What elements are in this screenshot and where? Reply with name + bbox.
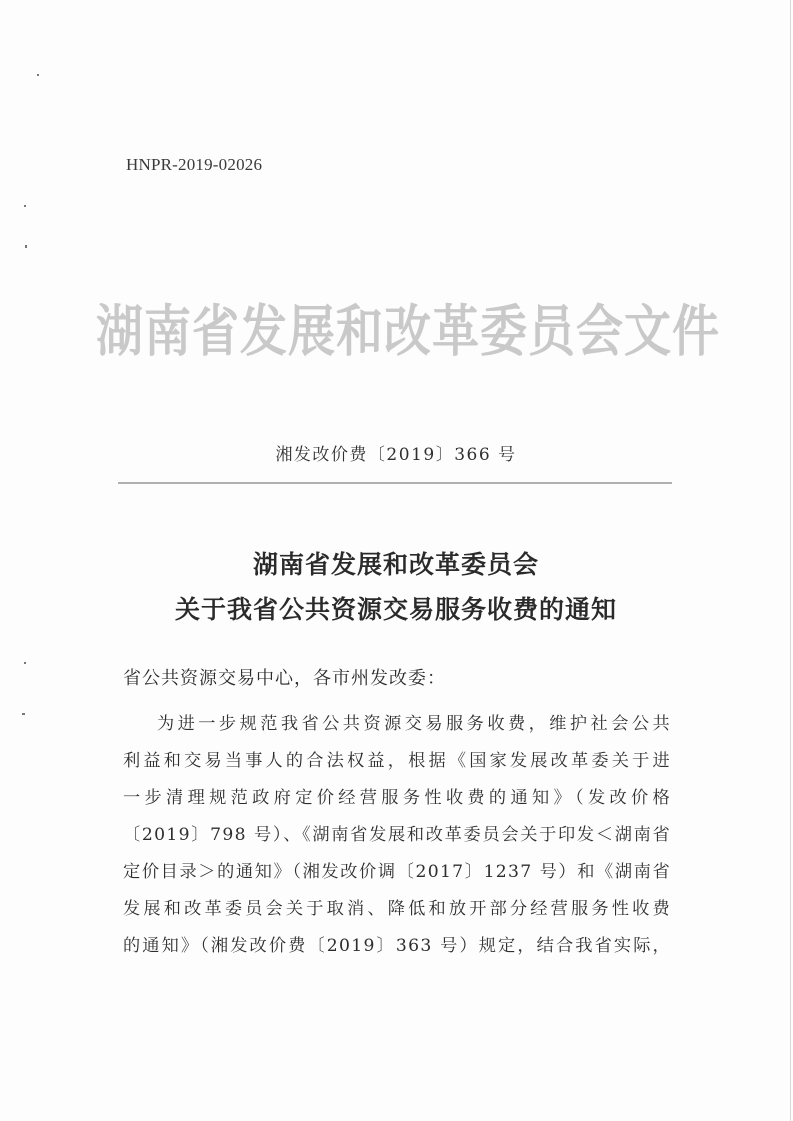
body-text — [123, 706, 671, 965]
body-line: 〔2019〕798 号）、《湖南省发展和改革委员会关于印发＜湖南省 — [123, 825, 671, 845]
scan-speck — [37, 74, 39, 76]
body-line: 发展和改革委员会关于取消、降低和放开部分经营服务性收费 — [123, 899, 671, 919]
body-line: 一步清理规范政府定价经营服务性收费的通知》（发改价格 — [123, 788, 671, 808]
masthead-title: 湖南省发展和改革委员会文件 — [96, 299, 720, 365]
header-divider — [118, 482, 672, 484]
scan-speck — [22, 713, 25, 715]
scan-speck — [25, 245, 27, 248]
notice-title-line-1: 湖南省发展和改革委员会 — [252, 550, 539, 579]
scan-edge — [790, 0, 791, 1121]
scan-speck — [24, 662, 26, 664]
notice-title-line-2: 关于我省公共资源交易服务收费的通知 — [174, 595, 617, 624]
scan-speck — [24, 205, 26, 207]
body-line: 的通知》（湘发改价费〔2019〕363 号）规定，结合我省实际， — [123, 936, 671, 956]
body-line: 利益和交易当事人的合法权益，根据《国家发展改革委关于进 — [123, 751, 671, 771]
document-code: HNPR-2019-02026 — [126, 155, 263, 174]
file-number: 湘发改价费〔2019〕366 号 — [275, 445, 517, 465]
body-line: 定价目录＞的通知》（湘发改价调〔2017〕1237 号）和《湖南省 — [123, 862, 671, 882]
addressee: 省公共资源交易中心，各市州发改委： — [123, 668, 446, 689]
body-line: 为进一步规范我省公共资源交易服务收费，维护社会公共 — [157, 714, 671, 734]
